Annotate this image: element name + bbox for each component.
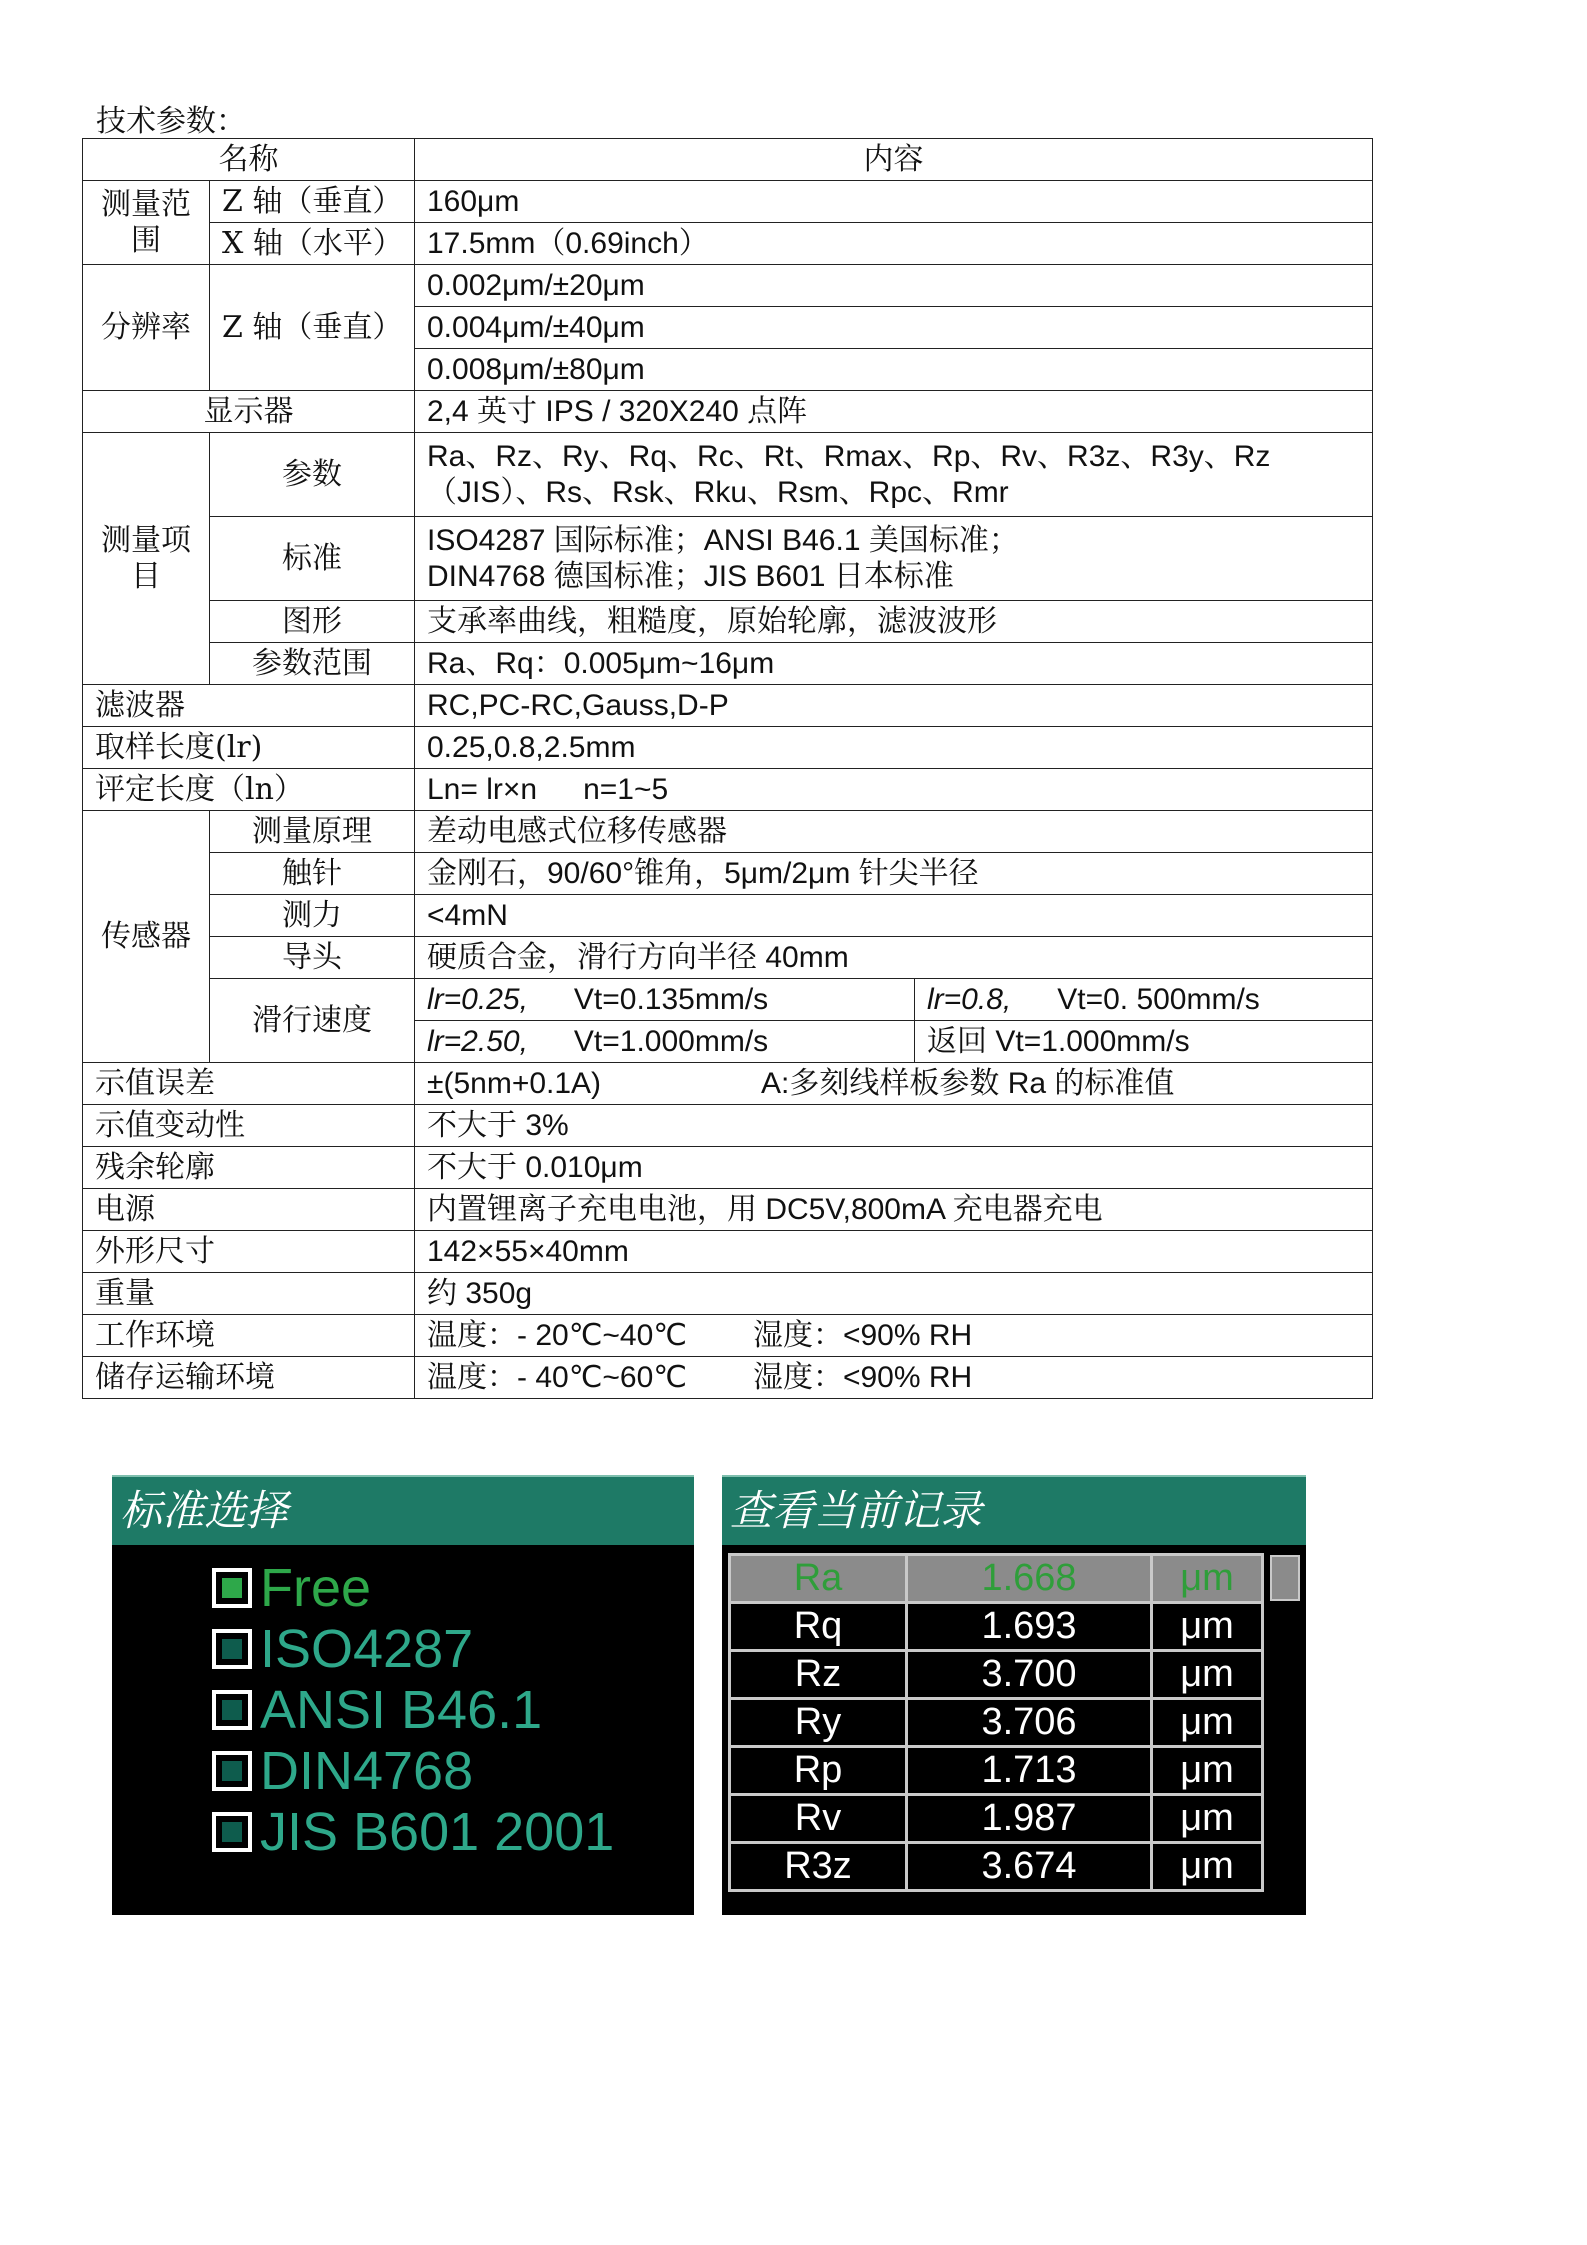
- record-unit: μm: [1152, 1603, 1263, 1651]
- store-env-value: [415, 1357, 1373, 1399]
- record-param: R3z: [730, 1843, 907, 1891]
- speed-lr: lr=0.25,: [427, 982, 528, 1016]
- row-label-measure-items: 测量项目: [83, 433, 210, 685]
- standard-value-line2: DIN4768 德国标准；JIS B601 日本标准: [427, 559, 954, 593]
- standards-screen-title: 标准选择: [112, 1475, 694, 1545]
- table-row: [83, 937, 1373, 979]
- row-label-store-env: 储存运输环境: [83, 1357, 415, 1399]
- speed-return: 返回: [927, 1023, 987, 1059]
- variability-value: 不大于 3%: [415, 1105, 1373, 1147]
- table-row: [83, 895, 1373, 937]
- table-row: [83, 1147, 1373, 1189]
- param-range-value: Ra、Rq：0.005μm~16μm: [415, 643, 1373, 685]
- table-row: [83, 1231, 1373, 1273]
- table-row: [83, 769, 1373, 811]
- records-scrollbar[interactable]: [1270, 1555, 1300, 1915]
- record-row[interactable]: [730, 1651, 1263, 1699]
- eval-length-n: n=1~5: [583, 772, 669, 806]
- standard-option-label: Free: [260, 1558, 372, 1618]
- header-content: 内容: [415, 139, 1373, 181]
- row-label-error: 示值误差: [83, 1063, 415, 1105]
- row-label-principle: 测量原理: [210, 811, 415, 853]
- record-row[interactable]: [730, 1555, 1263, 1603]
- record-row[interactable]: [730, 1843, 1263, 1891]
- eval-length-value: [415, 769, 1373, 811]
- principle-value: 差动电感式位移传感器: [415, 811, 1373, 853]
- standard-option-label: JIS B601 2001: [260, 1802, 615, 1862]
- residual-value: 不大于 0.010μm: [415, 1147, 1373, 1189]
- row-label-z-axis-vertical: Z 轴（垂直）: [210, 265, 415, 391]
- row-label-force: 测力: [210, 895, 415, 937]
- resolution-value: 0.002μm/±20μm: [415, 265, 1373, 307]
- x-range-value: 17.5mm（0.69inch）: [415, 223, 1373, 265]
- row-label-standard: 标准: [210, 517, 415, 601]
- row-label-residual: 残余轮廓: [83, 1147, 415, 1189]
- power-value: 内置锂离子充电电池，用 DC5V,800mA 充电器充电: [415, 1189, 1373, 1231]
- table-row: [83, 181, 1373, 223]
- table-row: [83, 223, 1373, 265]
- row-label-sample-length: 取样长度(lr): [83, 727, 415, 769]
- guide-value: 硬质合金，滑行方向半径 40mm: [415, 937, 1373, 979]
- size-value: 142×55×40mm: [415, 1231, 1373, 1273]
- standard-value-line1: ISO4287 国际标准；ANSI B46.1 美国标准；: [427, 523, 1019, 557]
- record-unit: μm: [1152, 1651, 1263, 1699]
- records-screen: [722, 1475, 1306, 1915]
- table-row: [83, 643, 1373, 685]
- record-param: Ry: [730, 1699, 907, 1747]
- row-label-stylus: 触针: [210, 853, 415, 895]
- table-row: [83, 1273, 1373, 1315]
- table-row: [83, 853, 1373, 895]
- record-unit: μm: [1152, 1699, 1263, 1747]
- graph-value: 支承率曲线，粗糙度，原始轮廓，滤波波形: [415, 601, 1373, 643]
- standard-option-jis[interactable]: [212, 1801, 614, 1863]
- record-param: Rv: [730, 1795, 907, 1843]
- records-screen-title: 查看当前记录: [722, 1475, 1306, 1545]
- checkbox-icon: [212, 1629, 252, 1669]
- table-row: [83, 265, 1373, 307]
- record-param: Rp: [730, 1747, 907, 1795]
- standards-screen: [112, 1475, 694, 1915]
- table-row: [83, 517, 1373, 601]
- speed-vt: Vt=1.000mm/s: [995, 1024, 1190, 1058]
- standard-option-ansi[interactable]: [212, 1679, 542, 1741]
- store-env-humidity: 湿度：<90% RH: [752, 1360, 973, 1394]
- error-note: A:多刻线样板参数 Ra 的标准值: [761, 1066, 1175, 1100]
- record-unit: μm: [1152, 1795, 1263, 1843]
- record-row[interactable]: [730, 1699, 1263, 1747]
- record-row[interactable]: [730, 1747, 1263, 1795]
- record-unit: μm: [1152, 1747, 1263, 1795]
- checkbox-icon: [212, 1751, 252, 1791]
- speed-lr: lr=2.50,: [427, 1024, 528, 1058]
- row-label-sensor: 传感器: [83, 811, 210, 1063]
- row-label-guide: 导头: [210, 937, 415, 979]
- record-value: 1.713: [907, 1747, 1152, 1795]
- table-row: [83, 601, 1373, 643]
- record-value: 3.674: [907, 1843, 1152, 1891]
- record-unit: μm: [1152, 1555, 1263, 1603]
- record-value: 1.987: [907, 1795, 1152, 1843]
- table-header-row: [83, 139, 1373, 181]
- stylus-value: 金刚石，90/60°锥角，5μm/2μm 针尖半径: [415, 853, 1373, 895]
- row-label-work-env: 工作环境: [83, 1315, 415, 1357]
- standard-option-din4768[interactable]: [212, 1740, 473, 1802]
- display-value: 2,4 英寸 IPS / 320X240 点阵: [415, 391, 1373, 433]
- row-label-size: 外形尺寸: [83, 1231, 415, 1273]
- weight-value: 约 350g: [415, 1273, 1373, 1315]
- record-unit: μm: [1152, 1843, 1263, 1891]
- row-label-measure-range: 测量范围: [83, 181, 210, 265]
- speed-value: [415, 979, 915, 1021]
- record-param: Rz: [730, 1651, 907, 1699]
- table-row: [83, 685, 1373, 727]
- row-label-variability: 示值变动性: [83, 1105, 415, 1147]
- error-formula: ±(5nm+0.1A): [427, 1066, 602, 1100]
- speed-vt: Vt=0. 500mm/s: [1057, 982, 1260, 1016]
- record-param: Rq: [730, 1603, 907, 1651]
- row-label-resolution: 分辨率: [83, 265, 210, 391]
- store-env-temp: 温度：- 40℃~60℃: [427, 1360, 687, 1394]
- z-range-value: 160μm: [415, 181, 1373, 223]
- scrollbar-thumb[interactable]: [1270, 1555, 1300, 1601]
- header-name: 名称: [83, 139, 415, 181]
- standard-option-free[interactable]: [212, 1557, 371, 1619]
- speed-vt: Vt=0.135mm/s: [573, 982, 769, 1016]
- standard-option-label: DIN4768: [260, 1741, 474, 1801]
- work-env-humidity: 湿度：<90% RH: [752, 1318, 973, 1352]
- row-label-param-range: 参数范围: [210, 643, 415, 685]
- speed-lr: lr=0.8,: [927, 982, 1012, 1016]
- table-row: [83, 1189, 1373, 1231]
- record-value: 1.668: [907, 1555, 1152, 1603]
- force-value: <4mN: [415, 895, 1373, 937]
- table-row: [83, 391, 1373, 433]
- row-label-x-axis: X 轴（水平）: [210, 223, 415, 265]
- table-row: [83, 1105, 1373, 1147]
- filter-value: RC,PC-RC,Gauss,D-P: [415, 685, 1373, 727]
- record-row[interactable]: [730, 1795, 1263, 1843]
- table-row: [83, 433, 1373, 517]
- table-row: [83, 1063, 1373, 1105]
- standard-option-label: ANSI B46.1: [260, 1680, 543, 1740]
- work-env-value: [415, 1315, 1373, 1357]
- record-value: 3.700: [907, 1651, 1152, 1699]
- standard-value: [415, 517, 1373, 601]
- checkbox-icon: [212, 1690, 252, 1730]
- table-row: [83, 1357, 1373, 1399]
- record-value: 3.706: [907, 1699, 1152, 1747]
- record-value: 1.693: [907, 1603, 1152, 1651]
- row-label-display: 显示器: [83, 391, 415, 433]
- table-row: [83, 727, 1373, 769]
- table-row: [83, 811, 1373, 853]
- table-row: [83, 979, 1373, 1021]
- record-param: Ra: [730, 1555, 907, 1603]
- record-row[interactable]: [730, 1603, 1263, 1651]
- speed-vt: Vt=1.000mm/s: [573, 1024, 769, 1058]
- row-label-graph: 图形: [210, 601, 415, 643]
- sample-length-value: 0.25,0.8,2.5mm: [415, 727, 1373, 769]
- row-label-power: 电源: [83, 1189, 415, 1231]
- standard-option-iso4287[interactable]: [212, 1618, 473, 1680]
- checkbox-icon: [212, 1568, 252, 1608]
- row-label-speed: 滑行速度: [210, 979, 415, 1063]
- row-label-params: 参数: [210, 433, 415, 517]
- checkbox-icon: [212, 1812, 252, 1852]
- speed-value: [915, 1021, 1373, 1063]
- row-label-weight: 重量: [83, 1273, 415, 1315]
- table-row: [83, 1315, 1373, 1357]
- row-label-eval-length: 评定长度（ln）: [83, 769, 415, 811]
- resolution-value: 0.008μm/±80μm: [415, 349, 1373, 391]
- error-value: [415, 1063, 1373, 1105]
- speed-value: [415, 1021, 915, 1063]
- standard-option-label: ISO4287: [260, 1619, 474, 1679]
- eval-length-formula: Ln= lr×n: [427, 772, 538, 806]
- resolution-value: 0.004μm/±40μm: [415, 307, 1373, 349]
- records-table: [728, 1553, 1264, 1892]
- params-value: Ra、Rz、Ry、Rq、Rc、Rt、Rmax、Rp、Rv、R3z、R3y、Rz（JIS）、Rs、Rsk、Rku、Rsm、Rpc、Rmr: [415, 433, 1373, 517]
- speed-value: [915, 979, 1373, 1021]
- row-label-z-axis: Z 轴（垂直）: [210, 181, 415, 223]
- work-env-temp: 温度：- 20℃~40℃: [427, 1318, 687, 1352]
- row-label-filter: 滤波器: [83, 685, 415, 727]
- spec-table: [82, 138, 1373, 1399]
- section-heading: 技术参数：: [96, 104, 246, 139]
